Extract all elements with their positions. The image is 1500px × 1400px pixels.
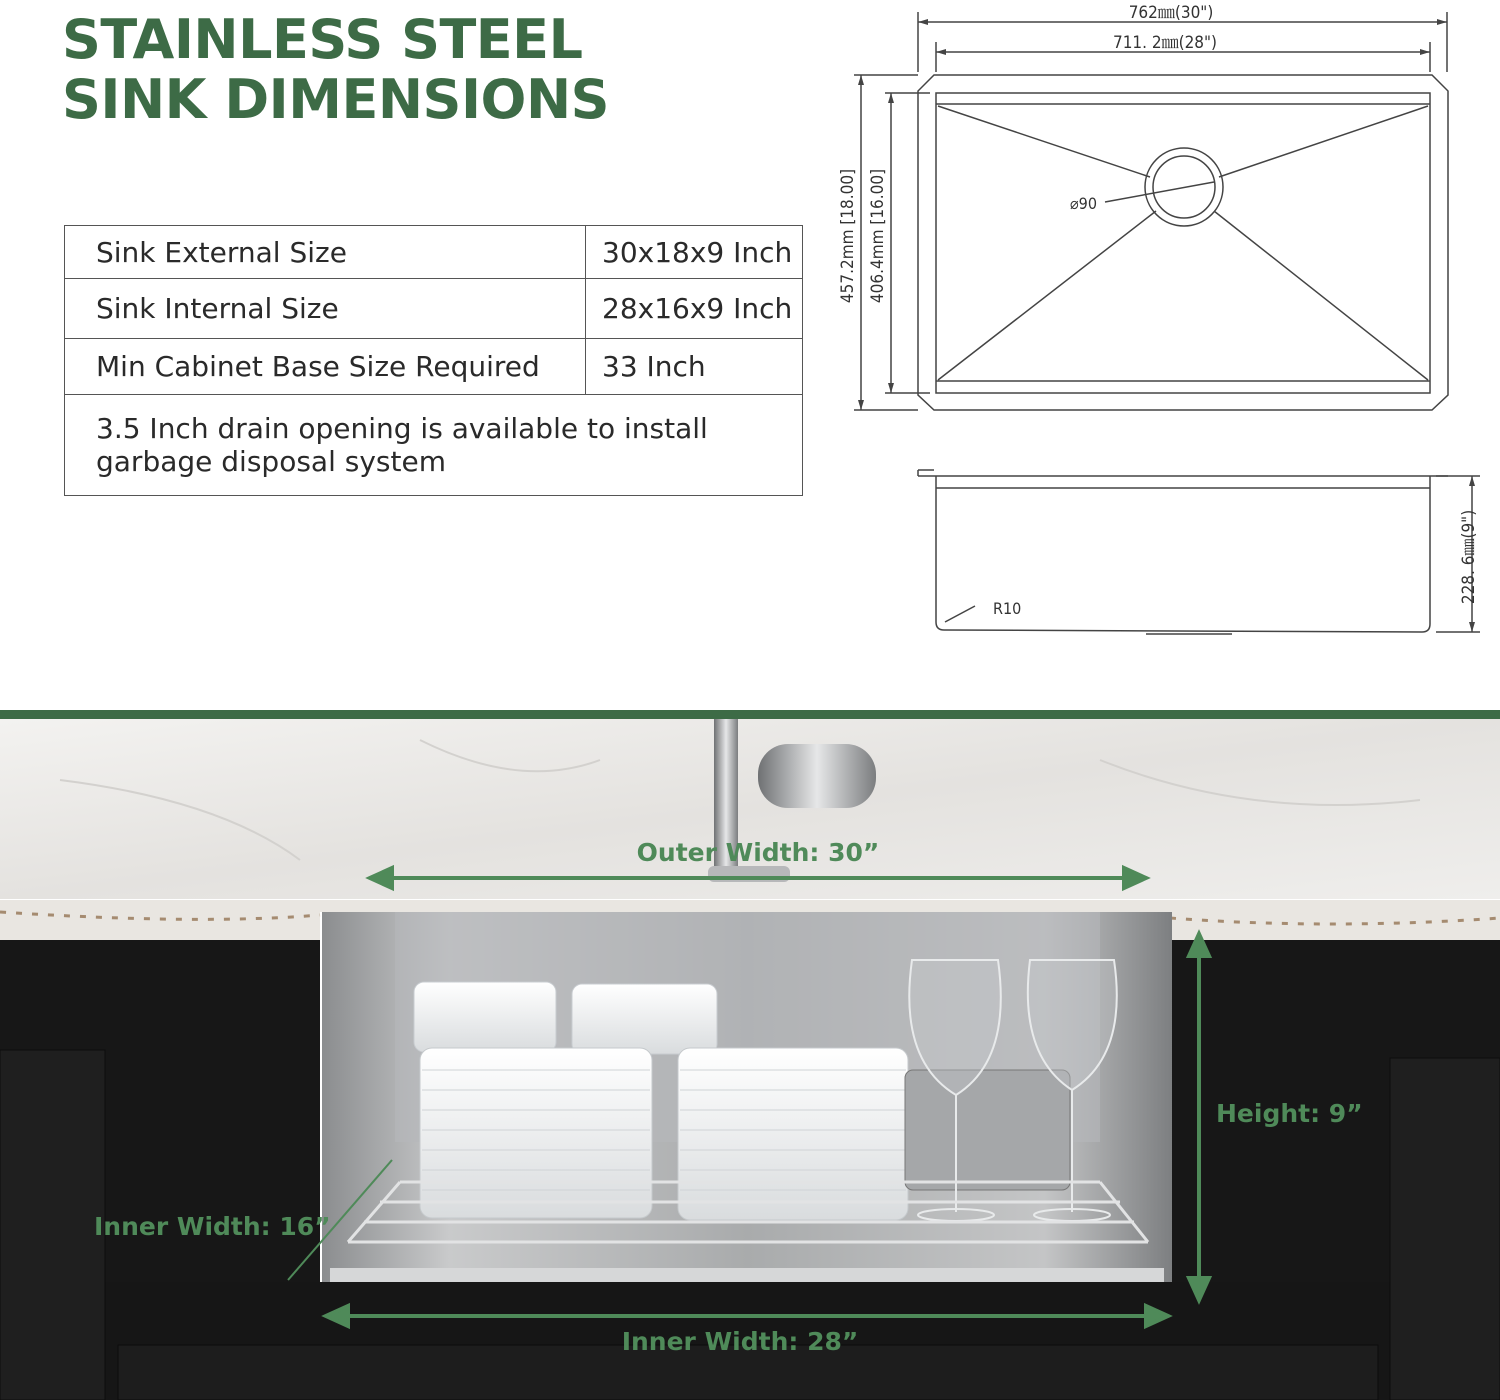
inner-width-label: Inner Width: 28”	[621, 1327, 859, 1356]
depth-dim: 228. 6㎜(9")	[1459, 509, 1479, 605]
plate-stack-right	[678, 1048, 908, 1220]
accent-bar	[0, 710, 1500, 719]
height-label: Height: 9”	[1216, 1099, 1363, 1128]
inner-depth-label: Inner Width: 16”	[94, 1212, 331, 1241]
spec-note: 3.5 Inch drain opening is available to install garbage disposal system	[65, 395, 803, 496]
outer-width-label: Outer Width: 30”	[636, 838, 880, 867]
spec-label: Sink Internal Size	[65, 279, 586, 339]
spec-value: 33 Inch	[586, 339, 803, 395]
radius-dim: R10	[993, 599, 1022, 618]
spec-value: 28x16x9 Inch	[586, 279, 803, 339]
cooking-pot	[905, 1070, 1070, 1190]
spec-label: Min Cabinet Base Size Required	[65, 339, 586, 395]
title-line-1: STAINLESS STEEL	[62, 8, 583, 71]
outer-height-dim: 457.2mm [18.00]	[838, 168, 858, 304]
outer-width-dim: 762㎜(30")	[1128, 3, 1214, 23]
title-line-2: SINK DIMENSIONS	[62, 68, 610, 131]
spec-value: 30x18x9 Inch	[586, 226, 803, 279]
drain-dim: ⌀90	[1070, 194, 1097, 213]
inner-height-dim: 406.4mm [16.00]	[868, 168, 888, 304]
plate-stack-left	[420, 1048, 652, 1218]
spec-label: Sink External Size	[65, 226, 586, 279]
inner-width-dim: 711. 2㎜(28")	[1112, 33, 1218, 53]
